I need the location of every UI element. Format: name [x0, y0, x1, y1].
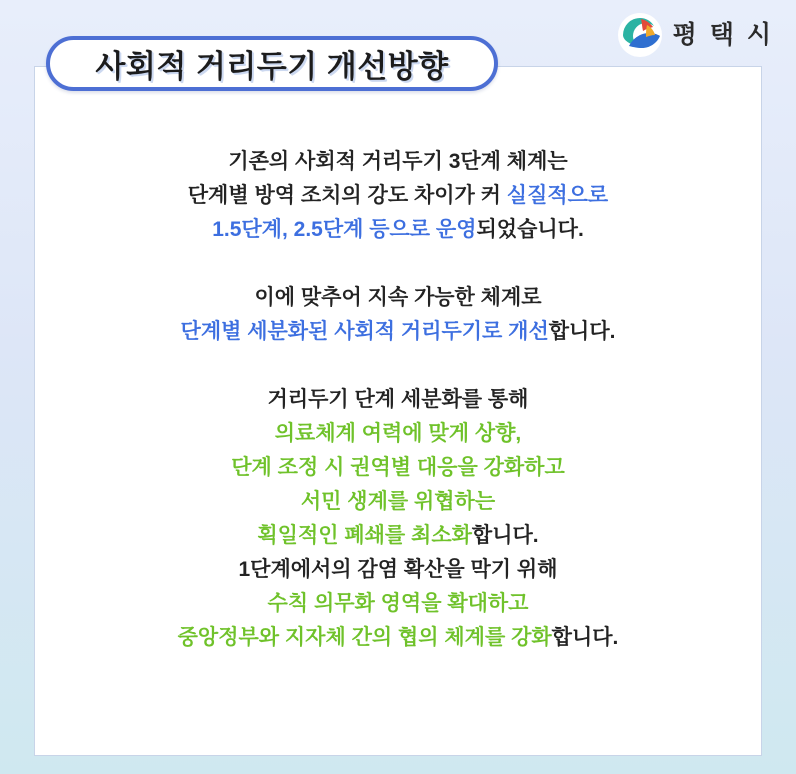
highlight-segment: 단계 조정 시 권역별 대응을 강화하고: [231, 456, 565, 479]
text-line: [0, 417, 796, 451]
text-line: [0, 451, 796, 485]
text-segment: 거리두기 단계 세분화를 통해: [267, 388, 529, 411]
text-line: [0, 213, 796, 247]
highlight-segment: 실질적으로: [506, 184, 609, 207]
brand-header: [617, 12, 774, 58]
text-segment: 합니다.: [471, 524, 539, 547]
highlight-segment: 의료체계 여력에 맞게 상향,: [274, 422, 522, 445]
highlight-segment: 수칙 의무화 영역을 확대하고: [267, 592, 529, 615]
text-segment: 되었습니다.: [476, 218, 584, 241]
highlight-segment: 중앙정부와 지자체 간의 협의 체계를 강화: [177, 626, 552, 649]
text-line: [0, 145, 796, 179]
highlight-segment: 서민 생계를 위협하는: [300, 490, 496, 513]
text-segment: 이에 맞추어 지속 가능한 체계로: [254, 286, 542, 309]
text-line: [0, 383, 796, 417]
text-line: [0, 281, 796, 315]
text-segment: 합니다.: [551, 626, 619, 649]
highlight-segment: 1.5단계, 2.5단계 등으로 운영: [212, 218, 477, 241]
text-segment: 합니다.: [548, 320, 616, 343]
text-segment: 기존의 사회적 거리두기 3단계 체계는: [228, 150, 568, 173]
text-line: [0, 621, 796, 655]
body-content: [0, 145, 796, 655]
page-title-text: 사회적 거리두기 개선방향: [95, 49, 449, 84]
text-line: [0, 315, 796, 349]
pyeongtaek-city-emblem-icon: [617, 12, 663, 58]
text-line: [0, 519, 796, 553]
highlight-segment: 단계별 세분화된 사회적 거리두기로 개선: [180, 320, 549, 343]
text-line: [0, 179, 796, 213]
highlight-segment: 획일적인 폐쇄를 최소화: [257, 524, 472, 547]
page-title: [46, 36, 498, 91]
organization-name: 평 택 시: [672, 20, 774, 49]
text-line: [0, 485, 796, 519]
text-line: [0, 587, 796, 621]
text-segment: 1단계에서의 감염 확산을 막기 위해: [238, 558, 558, 581]
paragraph: [0, 281, 796, 349]
paragraph: [0, 383, 796, 655]
paragraph: [0, 145, 796, 247]
text-line: [0, 553, 796, 587]
text-segment: 단계별 방역 조치의 강도 차이가 커: [187, 184, 507, 207]
